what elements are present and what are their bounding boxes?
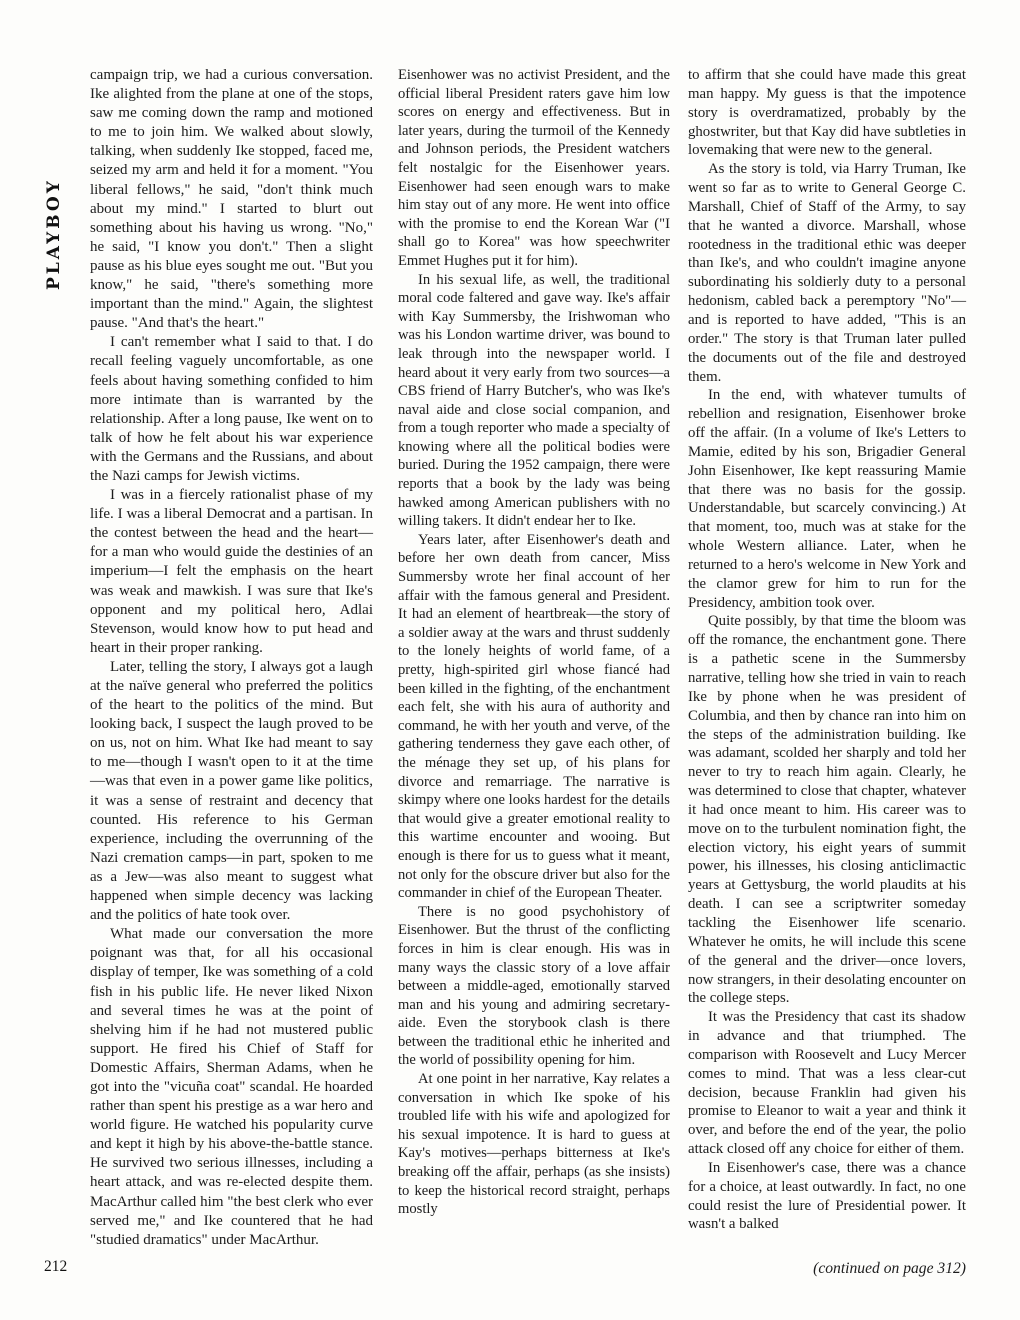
- paragraph: I can't remember what I said to that. I do recall feeling vaguely uncomfortable, as one feels about having something confided to him more intimate than is warranted by the relationship. After a long pause, Ike went on to talk of how he felt about his war experience with the Germans and the Russians, and about the Nazi camps for Jewish victims.: [90, 334, 373, 484]
- paragraph: Later, telling the story, I always got a laugh at the naïve general who preferred the politics of the heart to the politics of the mind. But looking back, I suspect the laugh proved to be on us, not on him. What Ike had meant to say to me—though I wasn't open to it at the time—was that even in a power game like politics, it was a sense of restraint and decency that counted. His reference to his German experience, including the overrunning of the Nazi cremation camps—in part, spoken to me as a Jew—was also meant to suggest what happened when simple decency was lacking and the politics of hate took over.: [90, 658, 373, 924]
- paragraph: At one point in her narrative, Kay relates a conversation in which Ike spoke of his troubled life with his wife and apologized for his sexual impotence. It is hard to guess at Kay's motives—perhaps bitterness at Ike's breaking off the affair, perhaps (as she insists) to keep the historical record straight, perhaps mostly: [398, 1071, 670, 1218]
- article-column-3: [688, 66, 966, 1234]
- paragraph: I was in a fiercely rationalist phase of my life. I was a liberal Democrat and a partisan. In the contest between the head and the heart—for a man who would guide the destinies of an imperium—I felt the emphasis on the heart was weak and mawkish. I was sure that Ike's opponent and my political hero, Adlai Stevenson, would know how to put head and heart in their proper ranking.: [90, 487, 373, 656]
- paragraph: Years later, after Eisenhower's death and before her own death from cancer, Miss Summersby wrote her final account of her affair with the famous general and President. It had an element of heartbreak—the story of a soldier away at the wars and thrust suddenly to the lonely heights of world fame, of a pretty, high-spirited girl whose fiancé had been killed in the fighting, of the enchantment each felt, she with his aura of authority and command, he with her youth and verve, of the gathering tenderness they gave each other, of the ménage they set up, of his plans for divorce and remarriage. The narrative is skimpy where one looks hardest for the details that would give a greater emotional reality to this wartime encounter and wooing. But enough is there for us to guess what it meant, not only for the obscure driver but also for the commander in chief of the European Theater.: [398, 531, 670, 902]
- paragraph: It was the Presidency that cast its shadow in advance and that triumphed. The comparison with Roosevelt and Lucy Mercer comes to mind. That was a less clear-cut decision, because Franklin had given his promise to Eleanor to wait a year and think it over, and before the end of the year, the polio attack closed off any choice for either of them.: [688, 1009, 966, 1158]
- page-number: 212: [44, 1258, 68, 1275]
- paragraph: As the story is told, via Harry Truman, Ike went so far as to write to General George C. Marshall, Chief of Staff of the Army, to say that he wanted a divorce. Marshall, whose rootedness in the traditional ethic was deeper than Ike's, and who couldn't imagine anyone subordinating his soldierly duty to a personal hedonism, cabled back a peremptory "No"—and is reported to have added, "This is an order." The story is that Truman later pulled the documents out of the file and destroyed them.: [688, 161, 966, 385]
- paragraph: In Eisenhower's case, there was a chance for a choice, at least outwardly. In fact, no one could resist the lure of Presidential power. It wasn't a balked: [688, 1159, 966, 1233]
- paragraph: Quite possibly, by that time the bloom was off the romance, the enchantment gone. There is a pathetic scene in the Summersby narrative, telling how she tried in vain to reach Ike by phone when he was president of Columbia, and then by chance ran into him on the steps of the administration building. Ike was adamant, scolded her sharply and told her never to try to reach him again. Clearly, he was determined to close that chapter, whatever it had once meant to him. His career was to move on to the turbulent nomination fight, the election victory, his eight years of summit power, his illnesses, his closing anticlimactic years at Gettysburg, the world plaudits at his death. I can see a scriptwriter someday tackling the Eisenhower life scenario. Whatever he omits, he will include this scene of the general and the driver—once lovers, now strangers, in their desolating encounter on the college steps.: [688, 613, 966, 1007]
- paragraph: In the end, with whatever tumults of rebellion and resignation, Eisenhower broke off the affair. (In a volume of Ike's Letters to Mamie, edited by his son, Brigadier General John Eisenhower, Ike kept reassuring Mamie that there was no basis for the gossip. Understandable, but scarcely convincing.) At that moment, too, much was at stake for the whole Western alliance. Later, when he returned to a hero's welcome in New York and the clamor grew for him to run for the Presidency, ambition took over.: [688, 387, 966, 611]
- paragraph: campaign trip, we had a curious conversation. Ike alighted from the plane at one of the stops, saw me coming down the ramp and motioned to me to join him. We walked about slowly, talking, when suddenly Ike stopped, faced me, seized my arm and held it for a moment. "You liberal fellows," he said, "don't think much about my mind." I started to blurt out something about his having us wrong. "No," he said, "I know you don't." Then a slight pause as his blue eyes sought me out. "But you know," he said, "there's something more important than the mind." Again, the slightest pause. "And that's the heart.": [90, 67, 373, 332]
- paragraph: Eisenhower was no activist President, and the official liberal President raters gave him low scores on energy and effectiveness. But in later years, during the turmoil of the Kennedy and Johnson periods, the President watchers felt nostalgic for the Eisenhower years. Eisenhower had seen enough wars to make him stay out of any more. He went into office with the promise to end the Korean War ("I shall go to Korea" was how speechwriter Emmet Hughes put it for him).: [398, 67, 670, 269]
- magazine-masthead: PLAYBOY: [44, 178, 64, 290]
- article-column-1: [90, 66, 373, 1250]
- paragraph: There is no good psychohistory of Eisenhower. But the thrust of the conflicting forces in him is clear enough. His was in many ways the classic story of a love affair between a middle-aged, emotionally starved man and his young and admiring secretary-aide. Even the storybook clash is there between the traditional ethic he inherited and the world of possibility opening for him.: [398, 903, 670, 1069]
- continuation-note: (continued on page 312): [813, 1260, 966, 1277]
- article-column-2: [398, 66, 670, 1219]
- paragraph: In his sexual life, as well, the traditional moral code faltered and gave way. Ike's affair with Kay Summersby, the Irishwoman who was his London wartime driver, was bound to leak through into the newspaper world. I heard about it very early from two sources—a CBS friend of Harry Butcher's, who was Ike's naval aide and close social companion, and from a tough reporter who made a specialty of knowing where all the political bodies were buried. During the 1952 campaign, there were reports that a book by the lady was being hawked among American publishers with no willing takers. It didn't endear her to Ike.: [398, 271, 670, 530]
- paragraph: What made our conversation the more poignant was that, for all his occasional display of temper, Ike was something of a cold fish in his public life. He never liked Nixon and several times he was at the point of shelving him if he had not mustered public support. He fired his Chief of Staff for Domestic Affairs, Sherman Adams, when he got into the "vicuña coat" scandal. He hoarded rather than spent his prestige as a war hero and world figure. He watched his popularity curve and kept it high by his above-the-battle stance. He survived two serious illnesses, including a heart attack, and was re-elected despite them. MacArthur called him "the best clerk who ever served me," and Ike countered that he had "studied dramatics" under MacArthur.: [90, 926, 373, 1248]
- paragraph: to affirm that she could have made this great man happy. My guess is that the impotence story is overdramatized, probably by the ghostwriter, but that Kay did have subtleties in lovemaking that were new to the general.: [688, 67, 966, 159]
